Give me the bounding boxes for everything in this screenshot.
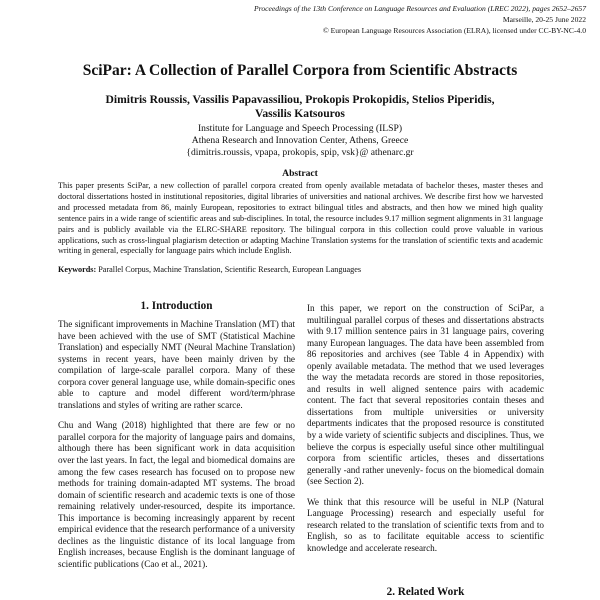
author-list	[0, 93, 600, 121]
right-column	[307, 303, 544, 563]
affiliation	[0, 123, 600, 160]
author-emails: {dimitris.roussis, vpapa, prokopis, spip, vsk}@ athenarc.gr	[186, 147, 414, 159]
affiliation-line-2: Athena Research and Innovation Center, Athens, Greece	[191, 135, 409, 147]
section-1-heading: 1. Introduction	[140, 300, 213, 312]
affiliation-line-1: Institute for Language and Speech Processing (ILSP)	[197, 123, 403, 134]
proceedings-header	[254, 3, 586, 36]
header-line-2: Marseille, 20-25 June 2022	[502, 15, 586, 24]
keywords-text: Parallel Corpus, Machine Translation, Scientific Research, European Languages	[96, 265, 362, 274]
header-line-1: Proceedings of the 13th Conference on Language Resources and Evaluation (LREC 2022), pages 2652–2657	[254, 4, 586, 13]
abstract-text: This paper presents SciPar, a new collection of parallel corpora created from openly available metadata of bachelor theses, master theses and doctoral dissertations hosted in institutional repositories, digital libraries of universities and national archives. We describe first how we harvested and processed metadata from 86, mainly European, repositories to extract bilingual titles and abstracts, and then how we mined high quality sentence pairs in a wide range of scientific areas and sub-disciplines. In total, the resource includes 9.17 million segment alignments in 31 language pairs and is publicly available via the ELRC-SHARE repository. The bilingual corpora in this collection could prove valuable in various applications, such as cross-lingual plagiarism detection or adapting Machine Translation systems for the translation of scientific texts and academic writing in general, especially for language pairs which include English.	[58, 181, 543, 256]
intro-paragraph-1: The significant improvements in Machine Translation (MT) that have been achieved with the use of SMT (Statistical Machine Translation) and especially NMT (Neural Machine Translation) systems in recent years, have been mainly driven by the compilation of large-scale parallel corpora. Many of these corpora cover general language use, while domain-specific ones able to capture and model different word/term/phrase translations and styles of writing are rather scarce.	[58, 319, 295, 410]
paper-title: SciPar: A Collection of Parallel Corpora from Scientific Abstracts	[82, 62, 518, 79]
left-column	[58, 319, 295, 579]
header-line-3: © European Language Resources Association (ELRA), licensed under CC-BY-NC-4.0	[322, 26, 586, 35]
keywords-label: Keywords:	[58, 265, 97, 274]
intro-paragraph-2: Chu and Wang (2018) highlighted that there are few or no parallel corpora for the majority of language pairs and domains, although there has been significant work in data acquisition over the last years. In fact, the legal and biomedical domains are among the few cases research has focused on to propose new methods for training domain-adapted MT systems. The broad domain of scientific research and academic texts is one of those remaining relatively under-resourced, despite its importance. This importance is becoming increasingly apparent by recent empirical evidence that the research performance of a university declines as the linguistic distance of its local language from English increases, because English is the dominant language of scientific publications (Cao et al., 2021).	[58, 420, 295, 569]
intro-paragraph-4: We think that this resource will be useful in NLP (Natural Language Processing) research and especially useful for research related to the translation of scientific texts from and to English, so as to facilitate equitable access to scientific knowledge and accelerate research.	[307, 496, 544, 553]
keywords	[58, 265, 543, 274]
intro-paragraph-3: In this paper, we report on the construction of SciPar, a multilingual parallel corpus of theses and dissertations abstracts with 9.17 million sentence pairs in 31 language pairs, covering many European languages. The data have been assembled from 86 repositories and archives (see Table 4 in Appendix) with openly available metadata. The method that we used leverages the way the metadata records are stored in those repositories, and results in well aligned sentence pairs with academic content. The fact that several repositories contain theses and dissertations from multiple universities or university departments indicates that the proposed resource is constituted by a wide variety of scientific subjects and disciplines. Thus, we believe the corpus is especially useful since other multilingual corpora from scientific articles, theses and dissertations generally -and rather unevenly- focus on the biomedical domain (see Section 2).	[307, 303, 544, 487]
authors-line-1: Dimitris Roussis, Vassilis Papavassiliou, Prokopis Prokopidis, Stelios Piperidis,	[105, 93, 495, 106]
section-2-heading: 2. Related Work	[386, 586, 465, 598]
authors-line-2: Vassilis Katsouros	[255, 107, 345, 120]
abstract-heading: Abstract	[282, 168, 318, 179]
